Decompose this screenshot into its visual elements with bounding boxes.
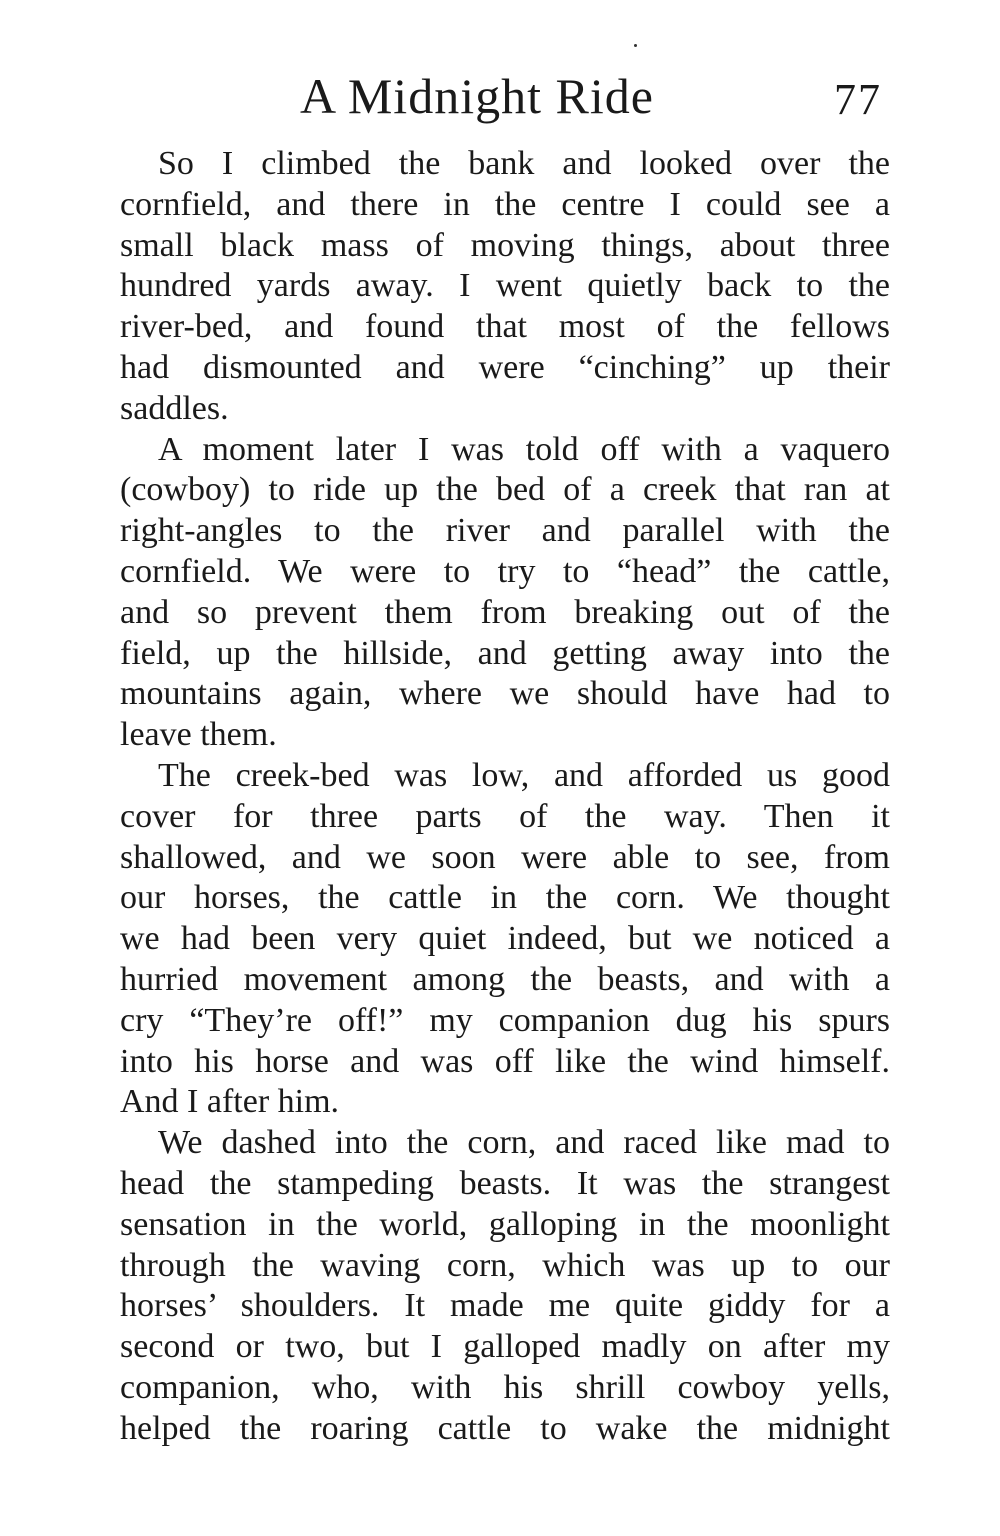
page-header [0, 66, 1000, 136]
text-line: hundred yards away. I went quietly back to the [120, 267, 890, 305]
text-line: cry “They’re off!” my companion dug his spurs [120, 1001, 890, 1039]
text-line: our horses, the cattle in the corn. We thought [120, 879, 890, 917]
body-text [120, 144, 890, 1450]
text-line: and so prevent them from breaking out of the [120, 593, 890, 631]
text-line: And I after him. [120, 1083, 340, 1121]
text-line: cornfield. We were to try to “head” the cattle, [120, 552, 890, 590]
text-line: companion, who, with his shrill cowboy yells, [120, 1368, 890, 1406]
text-line: leave them. [120, 716, 277, 754]
text-line: through the waving corn, which was up to our [120, 1246, 890, 1284]
text-line: right-angles to the river and parallel with the [120, 512, 890, 550]
text-line: small black mass of moving things, about three [120, 226, 890, 264]
text-line: mountains again, where we should have had to [120, 675, 890, 713]
running-title: A Midnight Ride [300, 68, 654, 124]
text-line: into his horse and was off like the wind himself. [120, 1042, 890, 1080]
text-line: river-bed, and found that most of the fellows [120, 308, 890, 346]
text-line: cornfield, and there in the centre I could see a [120, 185, 890, 223]
text-line: So I climbed the bank and looked over the [158, 145, 890, 182]
text-line: horses’ shoulders. It made me quite giddy for a [120, 1287, 890, 1325]
text-line: We dashed into the corn, and raced like mad to [158, 1124, 890, 1162]
text-line: The creek-bed was low, and afforded us good [158, 756, 890, 794]
text-line: hurried movement among the beasts, and with a [120, 960, 890, 998]
ink-speck [634, 44, 637, 47]
text-line: A moment later I was told off with a vaquero [158, 430, 890, 468]
text-line: had dismounted and were “cinching” up their [120, 348, 890, 386]
text-line: sensation in the world, galloping in the moonlight [120, 1205, 890, 1243]
page-number: 77 [834, 75, 882, 124]
text-line: second or two, but I galloped madly on after my [120, 1328, 890, 1366]
text-line: saddles. [120, 389, 229, 427]
text-line: helped the roaring cattle to wake the midnight [120, 1409, 890, 1447]
text-line: we had been very quiet indeed, but we noticed a [120, 920, 890, 958]
text-line: shallowed, and we soon were able to see, from [120, 838, 890, 876]
text-line: head the stampeding beasts. It was the strangest [120, 1164, 890, 1202]
text-line: cover for three parts of the way. Then it [120, 797, 890, 835]
text-line: (cowboy) to ride up the bed of a creek that ran at [120, 471, 890, 509]
text-line: field, up the hillside, and getting away into the [120, 634, 890, 672]
